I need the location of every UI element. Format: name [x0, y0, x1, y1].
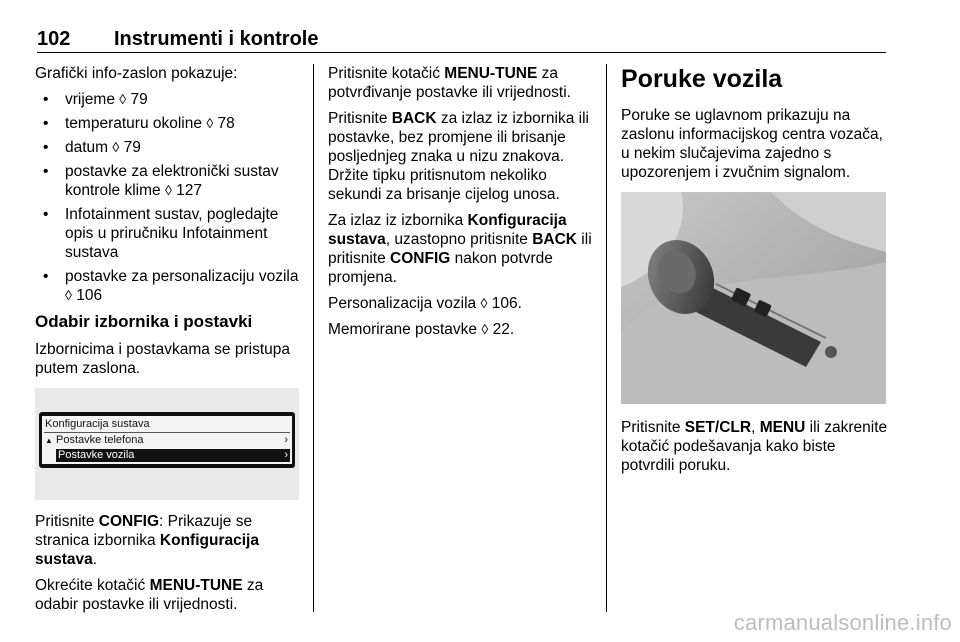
watermark: carmanualsonline.info [733, 610, 952, 635]
paragraph: Personalizacija vozila ◊ 106. [328, 295, 522, 312]
list-item-text: postavke za personalizaciju vozila [65, 268, 299, 285]
up-arrow-icon: ▲ [45, 436, 53, 445]
page-ref-link[interactable]: 78 [217, 115, 235, 132]
page-ref-link[interactable]: 79 [130, 91, 148, 108]
menu-item-vehicle-settings: Postavke vozila › [58, 449, 288, 461]
ref-arrow-icon: ◊ [65, 287, 72, 303]
page-header [37, 28, 886, 53]
menu-item-phone-settings: ▲ Postavke telefona [45, 434, 144, 446]
list-item [35, 138, 300, 157]
steering-stalk-photo [621, 192, 886, 404]
list-item [35, 114, 300, 133]
list-item [35, 162, 300, 200]
paragraph: Pritisnite CONFIG: Prikazuje se stranica izbornika Konfiguracija sustava. [35, 513, 259, 568]
list-item-text: vrijeme [65, 91, 115, 108]
ref-arrow-icon: ◊ [112, 139, 120, 155]
ref-arrow-icon: ◊ [480, 295, 488, 311]
column-divider [606, 64, 607, 612]
paragraph: Pritisnite BACK za izlaz iz izbornika ili postavke, bez promjene ili brisanje posljednjeg znaka u nizu znakova. Držite tipku pritisnutom nekoliko sekundi za brisanje cijelog unosa. [328, 110, 589, 203]
chapter-title: Instrumenti i kontrole [114, 28, 319, 50]
screen-divider [44, 432, 290, 433]
list-item [35, 205, 300, 262]
paragraph: Za izlaz iz izbornika Konfiguracija sustava, uzastopno pritisnite BACK ili pritisnite CONFIG nakon potvrde promjena. [328, 212, 592, 286]
page-ref-link[interactable]: 106. [491, 295, 522, 312]
list-item-text: temperaturu okoline [65, 115, 202, 132]
page-number: 102 [37, 28, 71, 50]
list-item [35, 267, 300, 305]
page-ref-link[interactable]: 106 [76, 287, 103, 304]
page-ref-link[interactable]: 79 [123, 139, 141, 156]
list-item-text: postavke za elektronički sustav kontrole klime [65, 163, 279, 199]
paragraph: Okrećite kotačić MENU-TUNE za odabir postavke ili vrijednosti. [35, 577, 264, 613]
ref-arrow-icon: ◊ [481, 321, 489, 337]
ref-arrow-icon: ◊ [206, 115, 214, 131]
paragraph: Memorirane postavke ◊ 22. [328, 321, 515, 338]
paragraph: Izbornicima i postavkama se pristupa putem zaslona. [35, 341, 291, 377]
screen-title: Konfiguracija sustava [45, 418, 150, 430]
column-divider [313, 64, 314, 612]
paragraph: Poruke se uglavnom prikazuju na zaslonu informacijskog centra vozača, u nekim slučajevima zajedno s upozorenjem i zvučnim signalom. [621, 107, 883, 181]
paragraph: Pritisnite kotačić MENU-TUNE za potvrđivanje postavke ili vrijednosti. [328, 65, 571, 101]
list-item [35, 90, 300, 109]
column-1 [35, 64, 300, 621]
config-screen-figure [35, 388, 299, 500]
page-ref-link[interactable]: 22. [492, 321, 515, 338]
column-2 [328, 64, 596, 346]
section-title: Poruke vozila [621, 65, 783, 93]
chevron-right-icon: › [284, 449, 288, 461]
chevron-right-icon: › [284, 434, 288, 446]
intro-text: Grafički info-zaslon pokazuje: [35, 65, 238, 82]
list-item-text: Infotainment sustav, pogledajte opis u priručniku Infotainment sustava [65, 206, 279, 261]
ref-arrow-icon: ◊ [164, 182, 172, 198]
display-screen [39, 412, 295, 468]
page-ref-link[interactable]: 127 [176, 182, 203, 199]
column-3 [621, 64, 889, 482]
list-item-text: datum [65, 139, 109, 156]
paragraph: Pritisnite SET/CLR, MENU ili zakrenite kotačić podešavanja kako biste potvrdili poruku. [621, 419, 888, 474]
info-display-list [35, 90, 300, 305]
section-heading: Odabir izbornika i postavki [35, 312, 253, 331]
ref-arrow-icon: ◊ [119, 91, 127, 107]
